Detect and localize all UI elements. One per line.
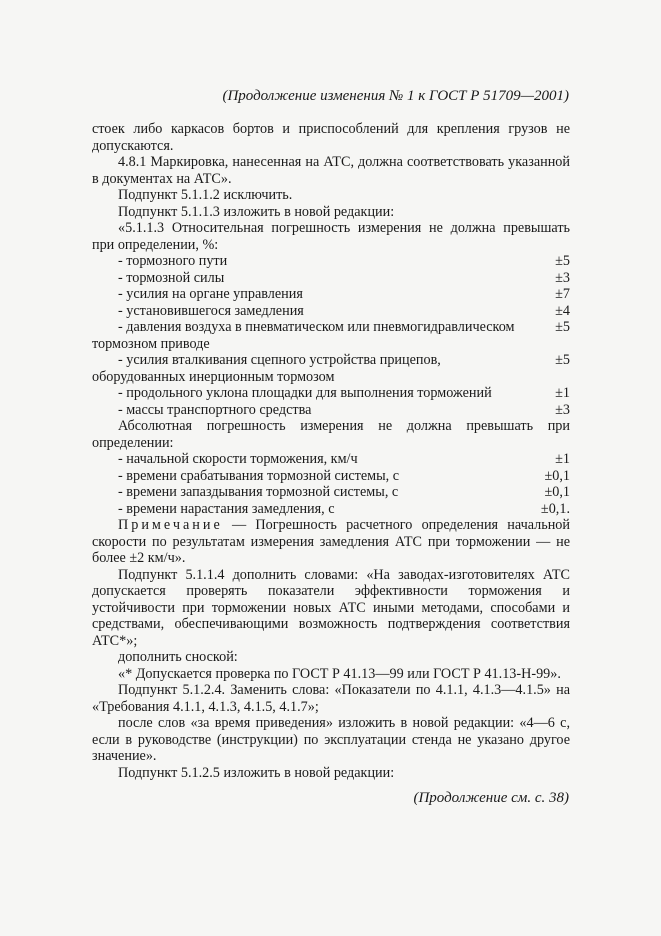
list-item: - тормозного пути ±5	[118, 253, 570, 269]
list-item-continuation: тормозном приводе	[92, 335, 210, 352]
list-item: - установившегося замедления ±4	[118, 302, 570, 319]
page-footer: (Продолжение см. с. 38)	[413, 790, 569, 806]
note-text: — Погрешность расчетного определения начальной скорости по результатам измерения замедления АТС при торможении — не более ±2 км/ч».	[92, 517, 570, 566]
paragraph: Подпункт 5.1.2.4. Заменить слова: «Показатели по 4.1.1, 4.1.3—4.1.5» на «Требования 4.1.1, 4.1.3, 4.1.5, 4.1.7»;	[92, 682, 570, 715]
paragraph: Подпункт 5.1.1.2 исключить.	[118, 187, 293, 203]
paragraph: «5.1.1.3 Относительная погрешность измерения не должна превышать при определении, %:	[92, 220, 570, 253]
list-item: - массы транспортного средства ±3	[118, 401, 570, 418]
list-item: - времени нарастания замедления, с ±0,1.	[118, 500, 570, 517]
paragraph: стоек либо каркасов бортов и приспособлений для крепления грузов не допускаются.	[92, 121, 570, 154]
list-item-continuation: оборудованных инерционным тормозом	[92, 368, 335, 385]
paragraph: 4.8.1 Маркировка, нанесенная на АТС, должна соответствовать указанной в документах на АТС».	[92, 154, 570, 187]
list-item: - усилия вталкивания сцепного устройства прицепов, ±5	[118, 352, 570, 368]
paragraph: Подпункт 5.1.1.3 изложить в новой редакции:	[118, 203, 395, 220]
paragraph: Абсолютная погрешность измерения не должна превышать при определении:	[92, 418, 570, 451]
paragraph: после слов «за время приведения» изложить в новой редакции: «4—6 с, если в руководстве (инструкции) по эксплуатации стенда не указано другое значение».	[92, 715, 570, 764]
list-item: - усилия на органе управления ±7	[118, 286, 570, 302]
paragraph: Подпункт 5.1.2.5 изложить в новой редакции:	[118, 764, 395, 781]
list-item: - давления воздуха в пневматическом или пневмогидравлическом ±5	[118, 319, 570, 335]
document-body	[92, 121, 570, 781]
paragraph: Подпункт 5.1.1.4 дополнить словами: «На заводах-изготовителях АТС допускается проверять показатели эффективности торможения и устойчивости при торможении новых АТС иными методами, способами и средствами, обеспечивающими возможность подтверждения соответствия АТС*»;	[92, 566, 570, 649]
note	[92, 517, 570, 567]
page-header: (Продолжение изменения № 1 к ГОСТ Р 51709—2001)	[222, 88, 569, 104]
list-item: - продольного уклона площадки для выполнения торможений ±1	[118, 385, 570, 401]
list-item: - начальной скорости торможения, км/ч ±1	[118, 451, 570, 467]
list-item: - времени срабатывания тормозной системы, с ±0,1	[118, 467, 570, 484]
list-item: - тормозной силы ±3	[118, 269, 570, 286]
note-label: Примечание	[118, 517, 223, 533]
paragraph: дополнить сноской:	[118, 649, 238, 665]
list-item: - времени запаздывания тормозной системы, с ±0,1	[118, 484, 570, 500]
paragraph: «* Допускается проверка по ГОСТ Р 41.13—99 или ГОСТ Р 41.13-Н-99».	[118, 665, 561, 682]
